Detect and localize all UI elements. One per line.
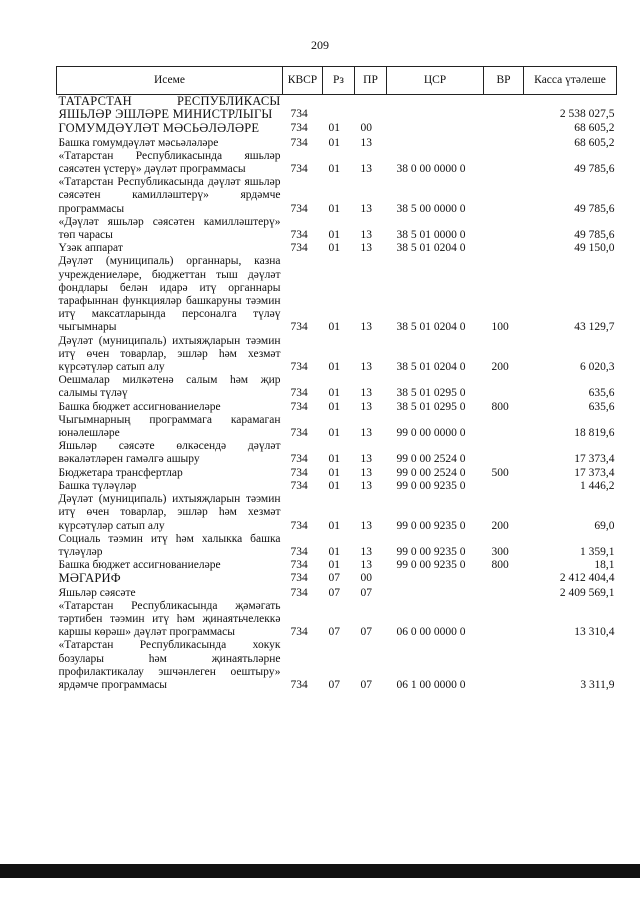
cell-amount: 68 605,2 [574,136,615,149]
column-header-name: Исеме [57,67,283,95]
table-row [57,440,617,466]
column-header-vr: ВР [484,67,524,95]
cell-rz: 01 [328,559,340,572]
cell-csr: 99 0 00 9235 0 [396,519,466,532]
cell-rz: 01 [328,479,340,492]
table-row [57,414,617,440]
cell-kvsr: 734 [290,479,308,492]
table-row [57,639,617,692]
cell-name: «Татарстан Республикасында дәүләт яшьләр сәясәтен камилләштерү» ярдәмче программасы [58,176,281,215]
cell-name: Үзәк аппарат [58,242,123,255]
cell-vr [484,95,524,123]
cell-rz: 07 [328,572,340,585]
cell-pr: 13 [360,519,372,532]
cell-name: Социаль тәэмин итү һәм халыкка башка түләүләр [58,532,281,558]
cell-csr: 99 0 00 9235 0 [396,545,466,558]
cell-amount: 13 310,4 [574,626,615,639]
cell-rz: 01 [328,321,340,334]
cell-amount: 69,0 [594,519,615,532]
cell-name: Яшьләр сәясәте өлкәсендә дәүләт вәкаләтләрен гамәлгә ашыру [58,440,281,466]
page-number: 209 [311,38,329,52]
cell-csr: 38 5 01 0000 0 [396,229,466,242]
cell-pr: 07 [360,626,372,639]
cell-csr: 38 0 00 0000 0 [396,163,466,176]
cell-vr [484,216,524,242]
table-row [57,150,617,176]
cell-amount: 635,6 [588,387,615,400]
table-body [57,95,617,693]
cell-pr: 13 [360,321,372,334]
cell-vr: 200 [491,361,509,374]
cell-vr [484,414,524,440]
cell-vr: 800 [491,559,509,572]
cell-pr: 07 [360,678,372,691]
cell-amount: 18 819,6 [574,427,615,440]
cell-pr: 13 [360,559,372,572]
cell-kvsr: 734 [290,586,308,599]
cell-kvsr: 734 [290,427,308,440]
table-row [57,467,617,480]
table-row [57,401,617,414]
cell-amount: 1 359,1 [580,545,615,558]
cell-name: Башка бюджет ассигнованиеләре [58,400,221,413]
cell-vr [484,480,524,493]
cell-kvsr: 734 [290,242,308,255]
cell-pr: 13 [360,545,372,558]
cell-pr: 07 [360,586,372,599]
cell-pr: 00 [360,572,372,585]
table-row [57,480,617,493]
cell-vr [484,176,524,216]
cell-pr: 13 [360,361,372,374]
cell-amount: 6 020,3 [580,361,615,374]
cell-rz: 07 [328,678,340,691]
cell-kvsr: 734 [290,136,308,149]
cell-vr: 800 [491,400,509,413]
column-header-amount: Касса үтәлеше [524,67,617,95]
cell-name: ТАТАРСТАН РЕСПУБЛИКАСЫ ЯШЬЛӘР ЭШЛӘРЕ МИНИСТРЛЫГЫ [58,94,281,122]
cell-name: Дәүләт (муниципаль) органнары, казна учреждениеләре, бюджеттан тыш дәүләт фондлары белән идарә итү органнары тарафыннан функцияләр башкаруны тәэмин итү максатларында персоналга түләү чыгымнары [58,255,281,334]
cell-csr: 38 5 01 0204 0 [396,321,466,334]
cell-kvsr: 734 [290,572,308,585]
cell-kvsr: 734 [290,559,308,572]
cell-name: Бюджетара трансфертлар [58,466,183,479]
cell-csr [387,137,484,150]
cell-csr: 38 5 00 0000 0 [396,202,466,215]
cell-rz: 01 [328,466,340,479]
cell-name: Башка бюджет ассигнованиеләре [58,559,221,572]
cell-vr [484,150,524,176]
cell-rz: 01 [328,136,340,149]
cell-kvsr: 734 [290,519,308,532]
cell-pr: 13 [360,136,372,149]
table-row [57,493,617,533]
cell-kvsr: 734 [290,163,308,176]
cell-kvsr: 734 [290,545,308,558]
cell-csr [387,587,484,600]
cell-rz: 01 [328,545,340,558]
cell-kvsr: 734 [290,387,308,400]
cell-amount: 43 129,7 [574,321,615,334]
cell-rz: 01 [328,163,340,176]
table-row [57,600,617,640]
column-header-kvsr: КВСР [283,67,323,95]
cell-kvsr: 734 [290,321,308,334]
cell-pr: 13 [360,427,372,440]
cell-vr [484,374,524,400]
cell-rz: 01 [328,400,340,413]
column-header-pr: ПР [355,67,387,95]
cell-pr: 00 [360,122,372,135]
cell-rz: 01 [328,242,340,255]
table-row [57,137,617,150]
cell-csr: 99 0 00 0000 0 [396,427,466,440]
cell-amount: 2 412 404,4 [559,572,615,585]
cell-vr [484,639,524,692]
cell-kvsr: 734 [290,400,308,413]
cell-csr: 99 0 00 9235 0 [396,479,466,492]
cell-rz: 01 [328,361,340,374]
table-row [57,242,617,255]
table-row [57,122,617,136]
cell-vr [484,122,524,136]
table-row [57,335,617,375]
cell-kvsr: 734 [290,466,308,479]
cell-rz: 01 [328,122,340,135]
cell-pr: 13 [360,163,372,176]
cell-name: «Дәүләт яшьләр сәясәтен камилләштерү» төп чарасы [58,215,281,242]
cell-kvsr: 734 [290,229,308,242]
cell-pr [355,95,387,123]
cell-csr: 38 5 01 0295 0 [396,400,466,413]
cell-csr: 38 5 01 0204 0 [396,242,466,255]
table-row [57,216,617,242]
cell-name: Дәүләт (муниципаль) ихтыяҗларын тәэмин итү өчен товарлар, эшләр һәм хезмәт күрсәтүләр сатып алу [58,493,281,532]
table-row [57,533,617,559]
table-row [57,255,617,334]
table-row [57,95,617,123]
cell-rz [323,95,355,123]
cell-pr: 13 [360,242,372,255]
cell-vr: 300 [491,545,509,558]
cell-amount: 18,1 [594,559,615,572]
cell-name: Дәүләт (муниципаль) ихтыяҗларын тәэмин итү өчен товарлар, эшләр һәм хезмәт күрсәтүләр сатып алу [58,334,281,374]
cell-amount: 635,6 [588,400,615,413]
cell-csr [387,572,484,586]
table-row [57,587,617,600]
cell-vr: 200 [491,519,509,532]
cell-name: Яшьләр сәясәте [58,586,136,599]
cell-rz: 01 [328,202,340,215]
cell-csr: 99 0 00 2524 0 [396,453,466,466]
table-row [57,572,617,586]
cell-rz: 07 [328,626,340,639]
cell-kvsr: 734 [290,108,308,121]
cell-amount: 2 409 569,1 [559,586,615,599]
cell-vr [484,587,524,600]
budget-table [56,66,617,692]
cell-kvsr: 734 [290,453,308,466]
cell-vr [484,600,524,640]
cell-name: Башка түләүләр [58,479,137,492]
cell-amount: 49 785,6 [574,163,615,176]
cell-pr: 13 [360,229,372,242]
cell-csr [387,122,484,136]
cell-amount: 49 785,6 [574,229,615,242]
cell-name: ГОМУМДӘҮЛӘТ МӘСЬӘЛӘЛӘРЕ [58,121,260,136]
cell-pr: 13 [360,466,372,479]
cell-csr: 06 0 00 0000 0 [396,626,466,639]
cell-name: «Татарстан Республикасында хокук бозулары һәм җинаятьләрне профилактикалау эшчәнлеген оештыру» ярдәмче программасы [58,639,281,691]
cell-kvsr: 734 [290,122,308,135]
table-row [57,176,617,216]
table-row [57,374,617,400]
cell-name: Чыгымнарның программага карамаган юнәлешләре [58,413,281,440]
cell-rz: 01 [328,427,340,440]
cell-kvsr: 734 [290,626,308,639]
cell-pr: 13 [360,202,372,215]
cell-amount: 17 373,4 [574,466,615,479]
cell-kvsr: 734 [290,361,308,374]
cell-vr: 100 [491,321,509,334]
table-header-row [57,67,617,95]
cell-amount: 49 150,0 [574,242,615,255]
column-header-csr: ЦСР [387,67,484,95]
scan-bottom-edge [0,864,640,878]
cell-name: Оешмалар милкәтенә салым һәм җир салымы түләү [58,374,281,400]
cell-rz: 01 [328,229,340,242]
cell-pr: 13 [360,400,372,413]
column-header-rz: Рз [323,67,355,95]
cell-amount: 68 605,2 [574,122,615,135]
cell-csr [387,95,484,123]
cell-rz: 01 [328,387,340,400]
cell-amount: 2 538 027,5 [559,108,615,121]
cell-amount: 1 446,2 [580,479,615,492]
cell-pr: 13 [360,479,372,492]
cell-name: МӘГАРИФ [58,571,121,586]
cell-rz: 01 [328,519,340,532]
cell-vr [484,572,524,586]
cell-name: Башка гомумдәүләт мәсьәләләре [58,136,219,149]
cell-csr: 38 5 01 0204 0 [396,361,466,374]
cell-amount: 49 785,6 [574,202,615,215]
table-row [57,559,617,572]
cell-csr: 99 0 00 9235 0 [396,559,466,572]
cell-vr [484,242,524,255]
cell-vr: 500 [491,466,509,479]
cell-rz: 01 [328,453,340,466]
cell-amount: 17 373,4 [574,453,615,466]
cell-pr: 13 [360,453,372,466]
cell-name: «Татарстан Республикасында яшьләр сәясәтен үстерү» дәүләт программасы [58,149,281,176]
cell-csr: 06 1 00 0000 0 [396,678,466,691]
cell-name: «Татарстан Республикасында җәмәгать тәртибен тәэмин итү һәм җинаятьчелеккә каршы көрәш» дәүләт программасы [58,599,281,639]
cell-pr: 13 [360,387,372,400]
cell-csr: 99 0 00 2524 0 [396,466,466,479]
cell-kvsr: 734 [290,678,308,691]
cell-vr [484,440,524,466]
cell-kvsr: 734 [290,202,308,215]
cell-amount: 3 311,9 [580,678,615,691]
cell-vr [484,137,524,150]
cell-rz: 07 [328,586,340,599]
cell-csr: 38 5 01 0295 0 [396,387,466,400]
